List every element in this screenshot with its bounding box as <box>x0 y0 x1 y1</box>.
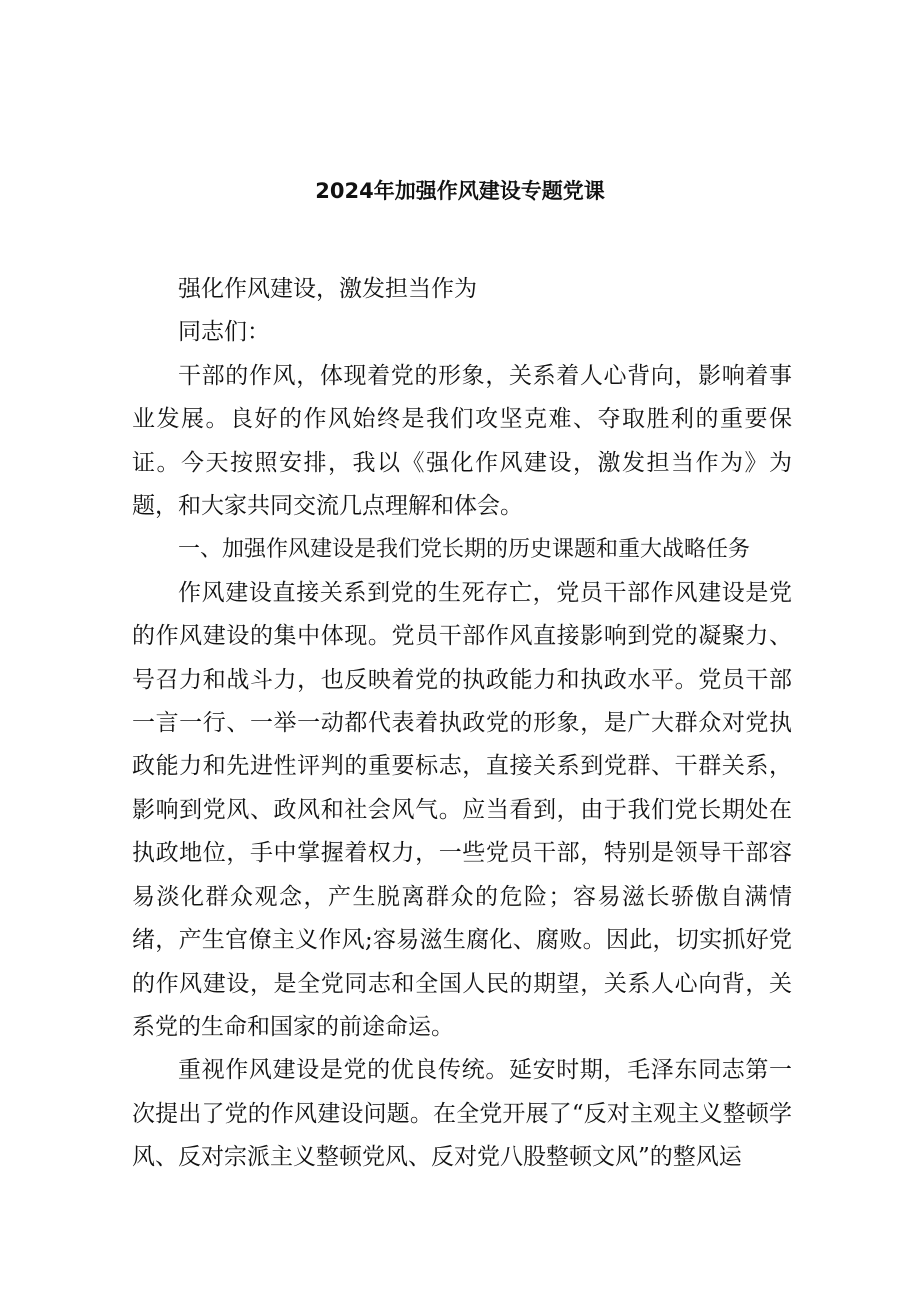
intro-paragraph: 干部的作风，体现着党的形象，关系着人心背向，影响着事业发展。良好的作风始终是我们攻坚克难、夺取胜利的重要保证。今天按照安排，我以《强化作风建设，激发担当作为》为题，和大家共同交流几点理解和体会。 <box>132 362 792 520</box>
subtitle: 强化作风建设，激发担当作为 <box>178 276 477 302</box>
salutation: 同志们： <box>178 319 270 346</box>
document-body <box>132 268 792 1180</box>
section-heading: 一、加强作风建设是我们党长期的历史课题和重大战略任务 <box>178 537 751 563</box>
section-paragraph: 作风建设直接关系到党的生死存亡，党员干部作风建设是党的作风建设的集中体现。党员干部作风直接影响到党的凝聚力、号召力和战斗力，也反映着党的执政能力和执政水平。党员干部一言一行、一举一动都代表着执政党的形象，是广大群众对党执政能力和先进性评判的重要标志，直接关系到党群、干群关系，影响到党风、政风和社会风气。应当看到，由于我们党长期处在执政地位，手中掌握着权力，一些党员干部，特别是领导干部容易淡化群众观念，产生脱离群众的危险；容易滋长骄傲自满情绪，产生官僚主义作风;容易滋生腐化、腐败。因此，切实抓好党的作风建设，是全党同志和全国人民的期望，关系人心向背，关系党的生命和国家的前途命运。 <box>132 579 792 1040</box>
document-title: 2024年加强作风建设专题党课 <box>315 179 605 203</box>
section-paragraph: 重视作风建设是党的优良传统。延安时期，毛泽东同志第一次提出了党的作风建设问题。在全党开展了“反对主观主义整顿学风、反对宗派主义整顿党风、反对党八股整顿文风”的整风运 <box>132 1057 792 1171</box>
